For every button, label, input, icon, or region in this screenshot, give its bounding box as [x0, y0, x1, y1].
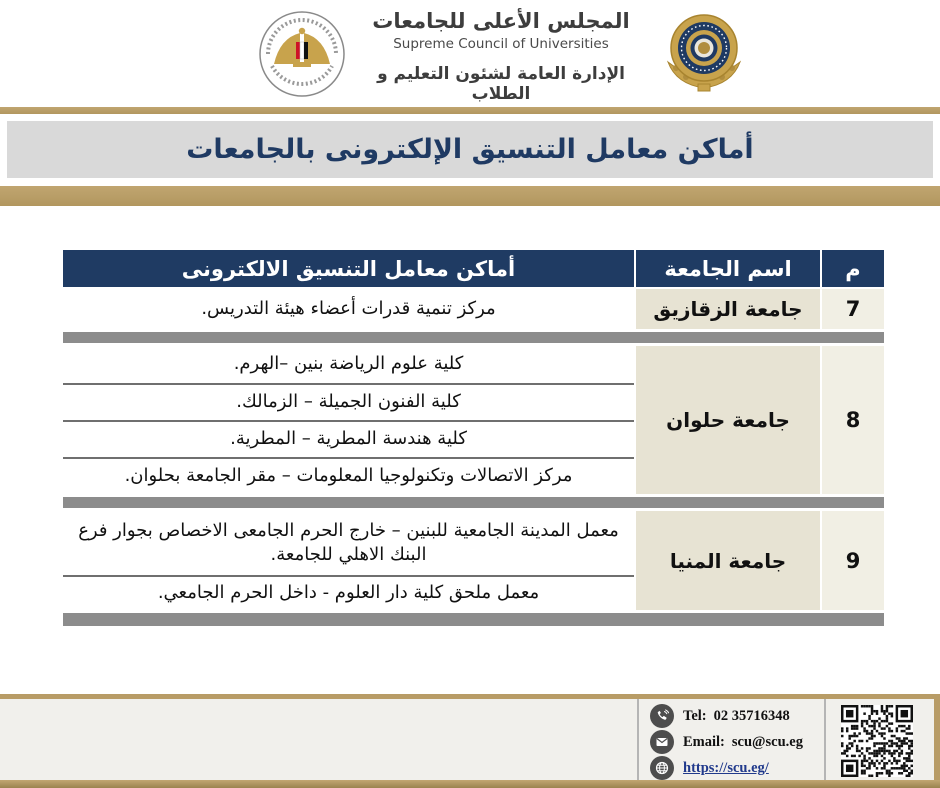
row-index: 9 — [822, 511, 884, 610]
email-row — [650, 730, 822, 754]
row-separator — [63, 497, 884, 508]
email-icon — [650, 730, 674, 754]
department-name: الإدارة العامة لشئون التعليم و الطلاب — [377, 63, 625, 104]
header — [0, 0, 940, 107]
header-cell-locations: أماكن معامل التنسيق الالكترونى — [63, 250, 634, 287]
email-value: scu@scu.eg — [731, 733, 803, 750]
page-title: أماكن معامل التنسيق الإلكترونى بالجامعات — [186, 134, 754, 165]
gold-divider-bar-top — [0, 107, 940, 114]
website-row — [650, 756, 822, 780]
footer-right-edge — [934, 699, 940, 788]
ministry-of-higher-education-seal-icon — [258, 8, 346, 104]
lab-location: مركز الاتصالات وتكنولوجيا المعلومات – مقر الجامعة بحلوان. — [63, 457, 634, 494]
lab-location: كلية علوم الرياضة بنين –الهرم. — [233, 353, 464, 375]
university-name: جامعة حلوان — [636, 346, 820, 494]
phone-value: 02 35716348 — [713, 707, 790, 724]
scu-gold-emblem-icon — [656, 6, 752, 106]
table-bottom-bar — [63, 613, 884, 626]
table-row-zagazig — [63, 289, 884, 329]
org-name-english: Supreme Council of Universities — [393, 35, 609, 52]
university-name: جامعة المنيا — [636, 511, 820, 610]
footer-divider — [824, 699, 826, 780]
email-text — [683, 734, 803, 751]
header-cell-index: م — [822, 250, 884, 287]
phone-label: Tel: — [683, 707, 707, 724]
globe-icon — [650, 756, 674, 780]
footer-divider — [637, 699, 639, 780]
email-label: Email: — [683, 733, 725, 750]
gold-divider-bar-under-title — [0, 186, 940, 206]
phone-text — [683, 708, 790, 725]
lab-location: مركز تنمية قدرات أعضاء هيئة التدريس. — [201, 297, 496, 319]
org-name-arabic: المجلس الأعلى للجامعات — [372, 9, 630, 34]
lab-location: كلية هندسة المطرية – المطرية. — [63, 420, 634, 457]
row-index: 8 — [822, 346, 884, 494]
lab-location: معمل المدينة الجامعية للبنين – خارج الحرم الجامعى الاخصاص بجوار فرع البنك الاهلي للجامعة. — [78, 519, 619, 565]
row-index: 7 — [822, 289, 884, 329]
table-row-helwan — [63, 346, 884, 494]
phone-row — [650, 704, 822, 728]
header-cell-university: اسم الجامعة — [636, 250, 820, 287]
footer-bottom-bar — [0, 780, 940, 788]
table-row-minia — [63, 511, 884, 610]
phone-icon — [650, 704, 674, 728]
footer — [0, 699, 940, 780]
qr-code — [841, 705, 913, 777]
table-header-row — [63, 250, 884, 287]
contact-block — [650, 704, 822, 782]
lab-location: كلية الفنون الجميلة – الزمالك. — [63, 383, 634, 420]
labs-table — [63, 250, 884, 626]
title-banner — [7, 121, 933, 178]
university-name: جامعة الزقازيق — [636, 289, 820, 329]
row-separator — [63, 332, 884, 343]
lab-location: معمل ملحق كلية دار العلوم - داخل الحرم الجامعي. — [63, 575, 634, 610]
website-link[interactable]: https://scu.eg/ — [683, 759, 769, 776]
